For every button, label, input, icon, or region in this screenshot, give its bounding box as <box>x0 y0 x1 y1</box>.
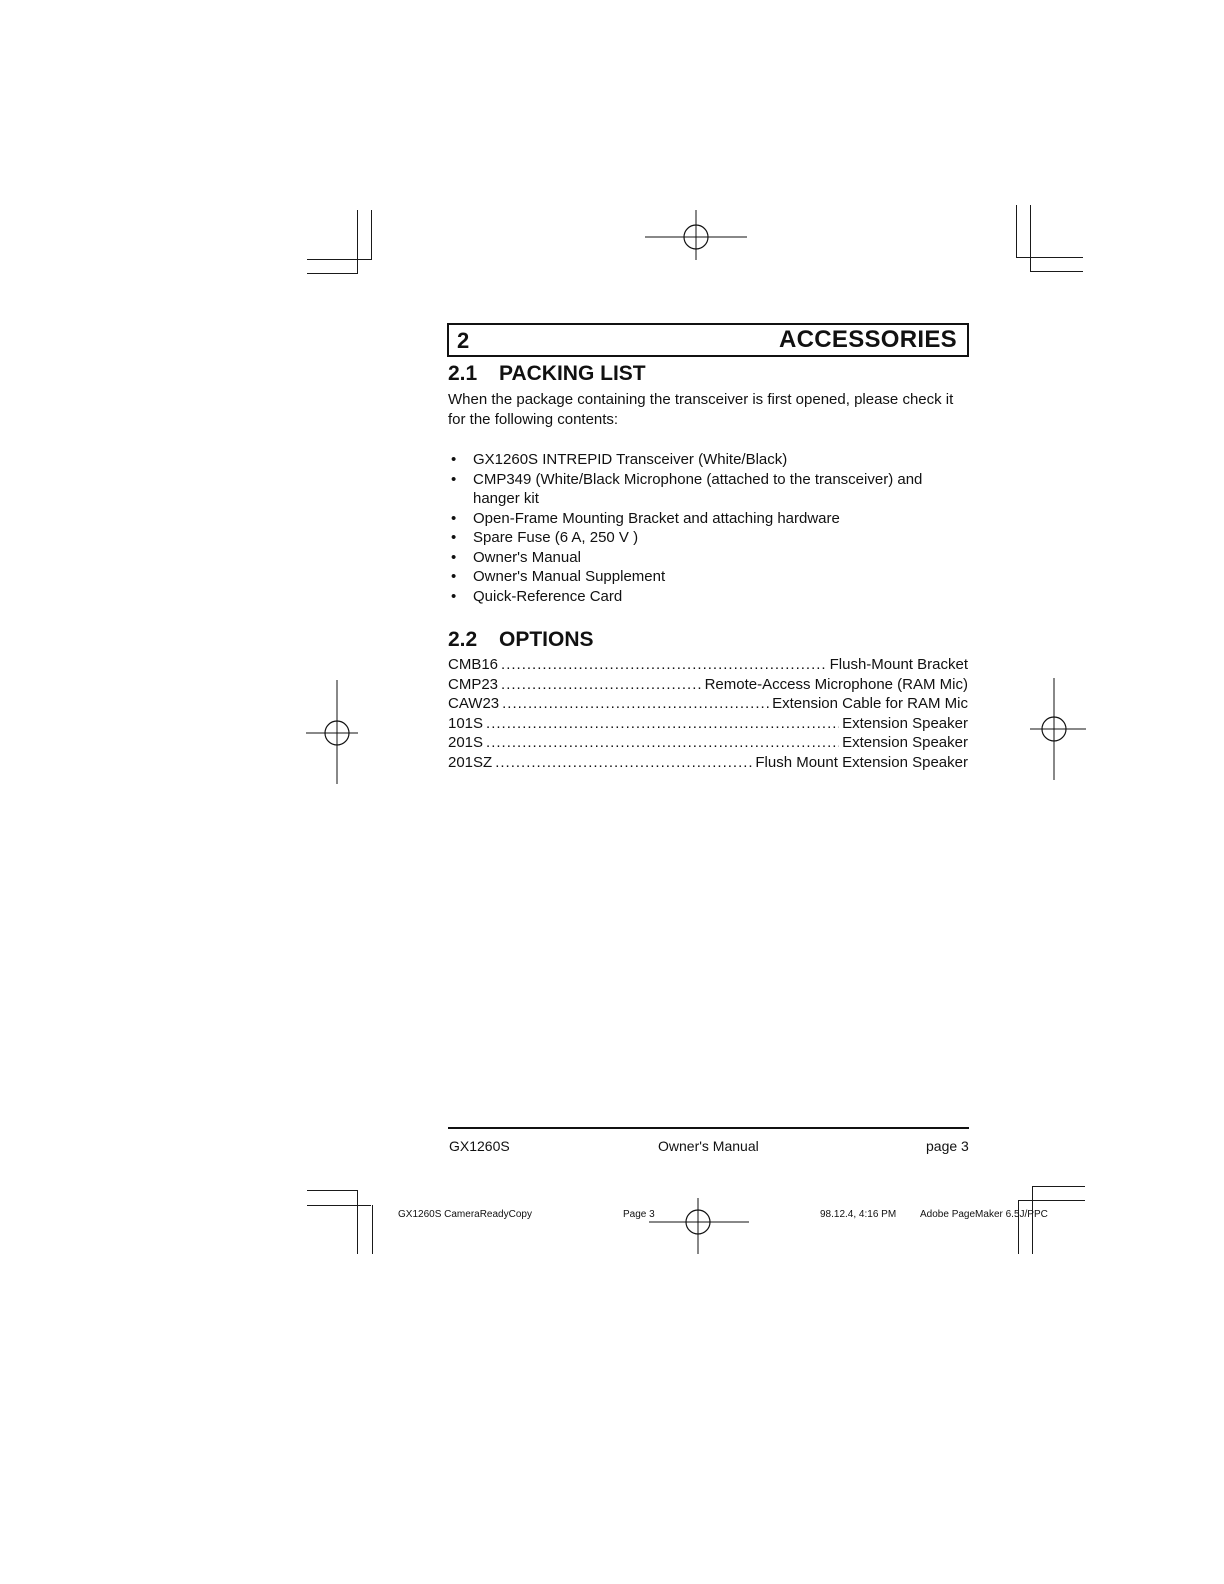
option-code: CAW23 <box>448 695 500 712</box>
option-code: CMB16 <box>448 656 499 673</box>
section-heading-options <box>448 628 594 652</box>
option-description: Flush Mount Extension Speaker <box>755 753 968 771</box>
option-code: 201S <box>448 734 484 751</box>
crop-mark <box>307 273 357 274</box>
crop-mark <box>1018 1200 1085 1201</box>
registration-mark-right <box>1030 678 1086 780</box>
list-item: • Quick-Reference Card <box>448 587 972 607</box>
registration-mark-top <box>645 210 747 260</box>
option-row <box>448 694 968 714</box>
list-item: • Open-Frame Mounting Bracket and attaching hardware <box>448 509 972 529</box>
crop-mark <box>1032 1186 1085 1187</box>
chapter-header <box>447 323 969 357</box>
option-row <box>448 655 968 675</box>
option-row <box>448 714 968 734</box>
option-description: Extension Speaker <box>842 734 968 751</box>
option-row <box>448 675 968 695</box>
option-description: Extension Speaker <box>842 714 968 732</box>
crop-mark <box>1032 1186 1033 1254</box>
crop-mark <box>371 210 372 260</box>
registration-mark-left <box>306 680 358 784</box>
section-title: OPTIONS <box>499 628 594 651</box>
crop-mark <box>307 259 371 260</box>
chapter-number: 2 <box>457 328 470 353</box>
crop-mark <box>1016 205 1017 257</box>
crop-mark <box>357 1190 358 1254</box>
list-item: • Spare Fuse (6 A, 250 V ) <box>448 528 972 548</box>
list-item: • GX1260S INTREPID Transceiver (White/Black) <box>448 450 972 470</box>
option-code: 101S <box>448 714 484 732</box>
section-title: PACKING LIST <box>499 362 646 385</box>
chapter-title: ACCESSORIES <box>778 326 957 353</box>
option-row <box>448 733 968 753</box>
option-description: Extension Cable for RAM Mic <box>772 695 968 712</box>
crop-mark <box>1016 257 1083 258</box>
crop-mark <box>357 210 358 274</box>
packing-list-intro: When the package containing the transceiver is first opened, please check it for the following contents: <box>448 391 954 428</box>
footer-model: GX1260S <box>449 1138 510 1154</box>
registration-mark-bottom <box>649 1198 749 1254</box>
crop-mark <box>1030 205 1031 272</box>
crop-mark <box>1030 271 1083 272</box>
crop-mark <box>307 1190 357 1191</box>
slug-page: Page 3 <box>623 1209 655 1220</box>
footer-title: Owner's Manual <box>658 1138 759 1154</box>
section-number: 2.2 <box>448 628 478 651</box>
option-description: Remote-Access Microphone (RAM Mic) <box>704 675 968 693</box>
slug-app: Adobe PageMaker 6.5J/PPC <box>920 1209 1048 1220</box>
list-item: • CMP349 (White/Black Microphone (attached to the transceiver) and hanger kit <box>448 470 972 509</box>
section-number: 2.1 <box>448 362 478 385</box>
packing-list <box>448 450 972 606</box>
crop-mark <box>372 1205 373 1254</box>
list-item: • Owner's Manual <box>448 548 972 568</box>
footer-page: page 3 <box>926 1138 969 1154</box>
crop-mark <box>307 1205 371 1206</box>
list-item: • Owner's Manual Supplement <box>448 567 972 587</box>
option-code: 201SZ <box>448 753 493 771</box>
footer-rule <box>448 1127 969 1129</box>
option-row <box>448 753 968 773</box>
options-list <box>448 655 968 772</box>
option-code: CMP23 <box>448 675 499 693</box>
slug-timestamp: 98.12.4, 4:16 PM <box>820 1209 897 1220</box>
section-heading-packing-list <box>448 362 646 386</box>
slug-file: GX1260S CameraReadyCopy <box>398 1209 532 1220</box>
option-description: Flush-Mount Bracket <box>829 656 968 673</box>
